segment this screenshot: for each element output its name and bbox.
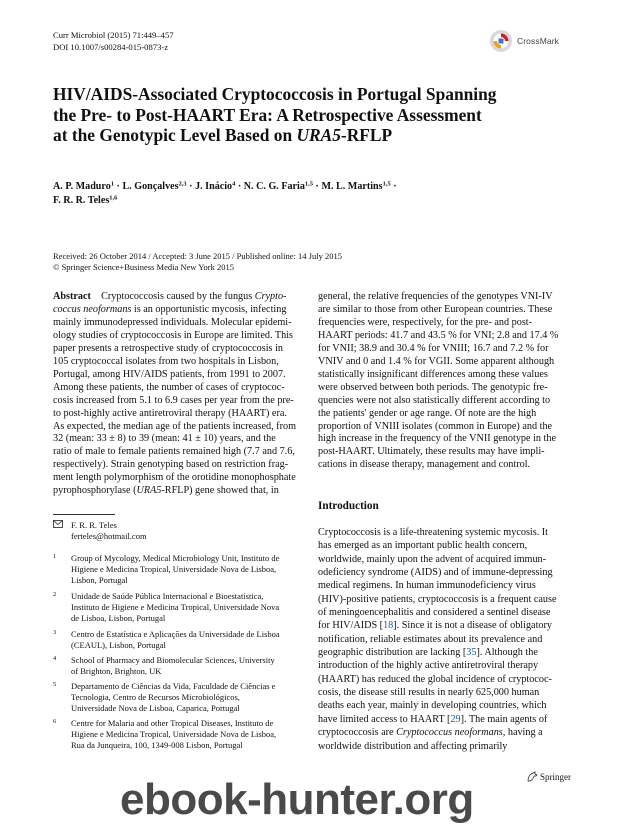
introduction-line: worldwide distribution and affecting primarily (318, 740, 508, 752)
affiliation-number: 1 (53, 553, 57, 560)
abstract-line: 105 cryptococcal isolates from two hospitals in Lisbon, (53, 355, 279, 367)
affiliation-line: (CEAUL), Lisbon, Portugal (71, 640, 166, 650)
affiliation-line: Lisbon, Portugal (71, 575, 128, 585)
introduction-line: worldwide, mainly upon the advent of acquired immun- (318, 553, 547, 565)
abstract-line: cations in disease therapy, management and control. (318, 459, 531, 471)
abstract-line: VNIV and 0 and 1.4 % for VGII. Some apparent although (318, 355, 555, 367)
correspondence (53, 520, 147, 542)
affiliation (53, 629, 303, 651)
abstract-line: frequencies were, respectively, for the pre- and post- (318, 316, 533, 328)
author-affiliation-marker: 2,3 (178, 180, 187, 188)
affiliation-number: 5 (53, 681, 57, 688)
abstract-line: post-HAART. Ultimately, these results may have impli- (318, 446, 545, 458)
affiliation-text (53, 591, 303, 624)
title-line-1: HIV/AIDS-Associated Cryptococcosis in Portugal Spanning (53, 84, 497, 104)
abstract-line: for VNII; 38.9 and 30.4 % for VNIII; 16.7 and 7.2 % for (318, 342, 549, 354)
introduction-body (318, 526, 569, 753)
affiliation-line: de Lisboa, Lisbon, Portugal (71, 613, 166, 623)
author-list (53, 180, 553, 208)
abstract-line: cosis increased from 5.1 to 6.9 cases per year from the pre- (53, 394, 294, 406)
title-gene-name: URA5 (296, 125, 341, 146)
affiliation-line: Unidade de Saúde Pública Internacional e Bioestatística, (71, 591, 264, 601)
abstract-line: high increase in the frequency of the VNII genotype in the (318, 433, 557, 445)
introduction-line: medical regimens. In human immunodeficiency virus (318, 580, 536, 592)
crossmark-icon (489, 29, 513, 53)
abstract-line: were observed between both periods. The genotypic fre- (318, 381, 548, 393)
publication-dates (53, 251, 342, 273)
affiliation-text (53, 718, 303, 751)
abstract-left-column (53, 291, 303, 498)
paper-title (53, 84, 523, 146)
affiliation (53, 553, 303, 586)
title-line-2: the Pre- to Post-HAART Era: A Retrospective Assessment (53, 104, 482, 125)
abstract-line: paper presents a retrospective study of cryptococcosis in (53, 342, 283, 354)
envelope-icon (53, 520, 63, 528)
introduction-line: (HIV)-positive patients, cryptococcosis is a frequent cause (318, 593, 557, 605)
affiliation-number: 6 (53, 718, 57, 725)
affiliation-line: Centro de Estatística e Aplicações da Universidade de Lisboa (71, 629, 280, 639)
affiliation-number: 4 (53, 655, 57, 662)
abstract-line: the patients' gender or age range. Of note are the high (318, 407, 537, 419)
abstract-line: proportion of VNIII isolates (common in Europe) and the (318, 420, 553, 432)
author-separator: · (114, 181, 123, 192)
affiliation (53, 718, 303, 751)
affiliation (53, 681, 303, 714)
affiliation-line: Universidade Nova de Lisboa, Caparica, Portugal (71, 703, 240, 713)
author-name[interactable]: J. Inácio (195, 181, 233, 192)
introduction-line: geographic distribution are lacking [35]. Although the (318, 647, 538, 659)
crossmark-badge[interactable] (489, 29, 559, 53)
author-separator: · (313, 181, 322, 192)
watermark: ebook-hunter.org (120, 775, 474, 824)
introduction-line: (HAART) has reduced the global incidence of cryptococ- (318, 673, 552, 685)
introduction-line: cryptococcosis are Cryptococcus neoformans, having a (318, 727, 543, 739)
footnote-rule (53, 514, 115, 515)
affiliation-text (53, 553, 303, 586)
abstract-line: ratio of male to female patients remained high (7.7 and 7.6, (53, 446, 295, 458)
introduction-line: odeficiency syndrome (AIDS) and of immune-depressing (318, 567, 553, 579)
springer-logo (526, 771, 571, 783)
affiliation-line: Higiene e Medicina Tropical, Universidade Nova de Lisboa, (71, 564, 277, 574)
abstract-right-column (318, 291, 569, 472)
author-affiliation-marker: 1,5 (304, 180, 314, 188)
affiliation-text (53, 629, 303, 651)
introduction-line: cosis, the disease still results in nearly 625,000 human (318, 687, 540, 699)
introduction-line: deaths each year, mainly in developing countries, which (318, 700, 547, 712)
affiliation-line: of Brighton, Brighton, UK (71, 666, 162, 676)
abstract-line: quencies were not also statistically different according to (318, 394, 551, 406)
journal-reference (53, 30, 174, 53)
introduction-line: introduction of the highly active antiretroviral therapy (318, 660, 539, 672)
abstract-line: are similar to those from other European countries. These (318, 303, 553, 315)
abstract-line: ment length polymorphism of the orotidine monophosphate (53, 472, 296, 484)
introduction-line: Cryptococcosis is a life-threatening systemic mycosis. It (318, 527, 549, 538)
abstract-label: Abstract (53, 291, 91, 302)
affiliation-line: Rua da Junqueira, 100, 1349-008 Lisbon, Portugal (71, 740, 243, 750)
affiliation (53, 591, 303, 624)
affiliation-text (53, 655, 303, 677)
introduction-line: has emerged as an important public health concern, (318, 540, 528, 552)
author-name[interactable]: N. C. G. Faria (243, 181, 305, 192)
affiliation-line: Departamento de Ciências da Vida, Faculdade de Ciências e (71, 681, 276, 691)
affiliation-line: Instituto de Higiene e Medicina Tropical, Universidade Nova (71, 602, 280, 612)
abstract-line: Among these patients, the number of cases of cryptococ- (53, 381, 285, 393)
affiliation-line: School of Pharmacy and Biomolecular Sciences, University (71, 655, 275, 665)
introduction-line: for HIV/AIDS [18]. Since it is not a disease of obligatory (318, 620, 552, 632)
abstract-line: HAART periods: 41.7 and 43.5 % for VNI; 2.8 and 17.4 % (318, 329, 559, 341)
affiliation (53, 655, 303, 677)
author-separator: · (235, 181, 244, 192)
journal-citation: Curr Microbiol (2015) 71:449–457 (53, 30, 174, 40)
correspondence-name: F. R. R. Teles (71, 520, 117, 530)
abstract-line: ology studies of cryptococcosis in Europe are limited. This (53, 329, 294, 341)
introduction-line: notification, reliable estimates about its prevalence and (318, 633, 543, 645)
affiliation-line: Centre for Malaria and other Tropical Diseases, Instituto de (71, 718, 274, 728)
abstract-line: Portugal, among HIV/AIDS patients, from 1991 to 2007. (53, 368, 286, 380)
title-line-3 (53, 125, 523, 146)
author-name[interactable]: F. R. R. Teles (53, 195, 110, 206)
affiliation-line: Higiene e Medicina Tropical, Universidade Nova de Lisboa, (71, 729, 277, 739)
author-separator: · (186, 181, 196, 192)
crossmark-label: CrossMark (517, 36, 559, 46)
author-affiliation-marker: 4 (232, 180, 236, 188)
abstract-line: pyrophosphorylase (URA5-RFLP) gene showed that, in (53, 485, 279, 497)
title-line-3-prefix: at the Genotypic Level Based on (53, 125, 297, 146)
introduction-line: of meningoencephalitis and considered a sentinel disease (318, 607, 551, 619)
copyright: © Springer Science+Business Media New York 2015 (53, 262, 234, 273)
author-name[interactable]: A. P. Maduro (53, 181, 111, 192)
title-line-3-suffix: -RFLP (340, 125, 393, 146)
affiliation-text (53, 681, 303, 714)
springer-label: Springer (540, 772, 571, 782)
abstract-line: statistically insignificant differences among these values (318, 368, 548, 380)
author-affiliation-marker: 1,5 (382, 180, 391, 188)
affiliation-line: Group of Mycology, Medical Microbiology Unit, Instituto de (71, 553, 280, 563)
affiliation-line: Tecnologia, Centro de Recursos Microbiológicos, (71, 692, 240, 702)
abstract-line: respectively). Strain genotyping based on restriction frag- (53, 459, 289, 471)
doi[interactable]: DOI 10.1007/s00284-015-0873-z (53, 41, 169, 52)
history-dates: Received: 26 October 2014 / Accepted: 3 June 2015 / Published online: 14 July 2015 (53, 251, 342, 261)
abstract-line: general, the relative frequencies of the genotypes VNI-IV (318, 291, 553, 302)
correspondence-email[interactable]: ferteles@hotmail.com (71, 531, 147, 541)
abstract-line: 32 (mean: 33 ± 8) to 39 (mean: 41 ± 10) years, and the (53, 433, 276, 445)
affiliation-number: 3 (53, 629, 57, 636)
abstract-line: to post-highly active antiretroviral therapy (HAART) era. (53, 407, 287, 419)
abstract-line: Abstract Cryptococcosis caused by the fungus Crypto- (53, 291, 287, 302)
abstract-line: coccus neoformans is an opportunistic mycosis, infecting (53, 303, 287, 315)
introduction-line: have limited access to HAART [29]. The main agents of (318, 713, 548, 725)
author-affiliation-marker: 1 (110, 180, 115, 188)
abstract-line: As expected, the median age of the patients increased, from (53, 420, 296, 432)
author-name[interactable]: M. L. Martins (321, 181, 383, 192)
introduction-heading: Introduction (318, 500, 379, 512)
author-name[interactable]: L. Gonçalves (122, 181, 179, 192)
affiliation-number: 2 (53, 591, 57, 598)
author-separator: · (390, 181, 397, 192)
springer-horse-icon (526, 771, 538, 783)
abstract-line: mainly immunodepressed individuals. Molecular epidemi- (53, 316, 292, 328)
author-affiliation-marker: 1,6 (109, 194, 118, 202)
